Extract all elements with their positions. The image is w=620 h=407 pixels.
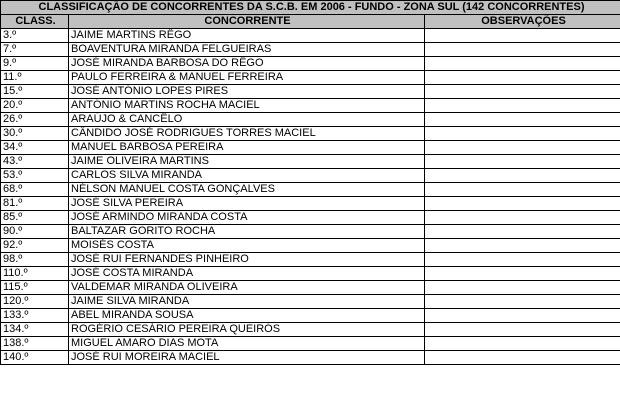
cell-competitor: ROGÉRIO CESÁRIO PEREIRA QUEIRÓS xyxy=(69,323,425,337)
table-row xyxy=(1,197,620,211)
cell-observations xyxy=(425,155,620,169)
cell-observations xyxy=(425,57,620,71)
table-body xyxy=(1,29,620,365)
cell-competitor: ABEL MIRANDA SOUSA xyxy=(69,309,425,323)
cell-class: 140.º xyxy=(1,351,69,365)
cell-observations xyxy=(425,295,620,309)
cell-observations xyxy=(425,211,620,225)
cell-competitor: JOSÉ ANTÓNIO LOPES PIRES xyxy=(69,85,425,99)
table-row xyxy=(1,43,620,57)
cell-class: 30.º xyxy=(1,127,69,141)
table-row xyxy=(1,57,620,71)
table-row xyxy=(1,295,620,309)
cell-class: 115.º xyxy=(1,281,69,295)
cell-class: 20.º xyxy=(1,99,69,113)
cell-class: 9.º xyxy=(1,57,69,71)
table-header-row xyxy=(1,15,620,29)
cell-class: 98.º xyxy=(1,253,69,267)
cell-competitor: ARAÚJO & CANCÊLO xyxy=(69,113,425,127)
cell-class: 68.º xyxy=(1,183,69,197)
cell-class: 43.º xyxy=(1,155,69,169)
column-header-observations: OBSERVAÇÕES xyxy=(425,15,620,29)
cell-observations xyxy=(425,337,620,351)
cell-observations xyxy=(425,253,620,267)
cell-observations xyxy=(425,169,620,183)
cell-observations xyxy=(425,267,620,281)
cell-class: 26.º xyxy=(1,113,69,127)
cell-class: 120.º xyxy=(1,295,69,309)
cell-observations xyxy=(425,127,620,141)
cell-competitor: NÉLSON MANUEL COSTA GONÇALVES xyxy=(69,183,425,197)
table-row xyxy=(1,29,620,43)
cell-class: 134.º xyxy=(1,323,69,337)
cell-class: 90.º xyxy=(1,225,69,239)
table-row xyxy=(1,99,620,113)
cell-class: 3.º xyxy=(1,29,69,43)
cell-observations xyxy=(425,29,620,43)
table-row xyxy=(1,211,620,225)
cell-observations xyxy=(425,281,620,295)
cell-class: 110.º xyxy=(1,267,69,281)
table-row xyxy=(1,351,620,365)
cell-competitor: CARLOS SILVA MIRANDA xyxy=(69,169,425,183)
table-row xyxy=(1,281,620,295)
cell-competitor: MOISÉS COSTA xyxy=(69,239,425,253)
table-row xyxy=(1,127,620,141)
cell-observations xyxy=(425,309,620,323)
table-row xyxy=(1,155,620,169)
cell-observations xyxy=(425,225,620,239)
cell-observations xyxy=(425,323,620,337)
cell-competitor: MIGUEL AMARO DIAS MOTA xyxy=(69,337,425,351)
column-header-class: CLASS. xyxy=(1,15,69,29)
cell-class: 81.º xyxy=(1,197,69,211)
table-row xyxy=(1,323,620,337)
cell-competitor: JOSÉ RUI FERNANDES PINHEIRO xyxy=(69,253,425,267)
table-row xyxy=(1,253,620,267)
cell-observations xyxy=(425,351,620,365)
cell-competitor: JAIME MARTINS RÊGO xyxy=(69,29,425,43)
cell-observations xyxy=(425,141,620,155)
table-row xyxy=(1,169,620,183)
cell-observations xyxy=(425,197,620,211)
cell-class: 85.º xyxy=(1,211,69,225)
cell-observations xyxy=(425,71,620,85)
cell-class: 133.º xyxy=(1,309,69,323)
cell-competitor: PAULO FERREIRA & MANUEL FERREIRA xyxy=(69,71,425,85)
cell-observations xyxy=(425,183,620,197)
cell-observations xyxy=(425,43,620,57)
table-row xyxy=(1,309,620,323)
cell-observations xyxy=(425,85,620,99)
table-row xyxy=(1,113,620,127)
cell-competitor: MANUEL BARBOSA PEREIRA xyxy=(69,141,425,155)
cell-competitor: BOAVENTURA MIRANDA FELGUEIRAS xyxy=(69,43,425,57)
cell-competitor: VALDEMAR MIRANDA OLIVEIRA xyxy=(69,281,425,295)
cell-competitor: BALTAZAR GORITO ROCHA xyxy=(69,225,425,239)
table-title-row xyxy=(1,1,620,15)
table-row xyxy=(1,239,620,253)
cell-class: 15.º xyxy=(1,85,69,99)
cell-observations xyxy=(425,99,620,113)
cell-competitor: ANTÓNIO MARTINS ROCHA MACIEL xyxy=(69,99,425,113)
table-row xyxy=(1,267,620,281)
table-title: CLASSIFICAÇÃO DE CONCORRENTES DA S.C.B. EM 2006 - FUNDO - ZONA SUL (142 CONCORRENTES) xyxy=(1,1,620,15)
cell-class: 7.º xyxy=(1,43,69,57)
cell-class: 11.º xyxy=(1,71,69,85)
cell-class: 53.º xyxy=(1,169,69,183)
column-header-name: CONCORRENTE xyxy=(69,15,425,29)
cell-class: 34.º xyxy=(1,141,69,155)
cell-competitor: JOSÉ MIRANDA BARBOSA DO RÊGO xyxy=(69,57,425,71)
cell-competitor: JAIME SILVA MIRANDA xyxy=(69,295,425,309)
table-row xyxy=(1,71,620,85)
table-row xyxy=(1,183,620,197)
table-row xyxy=(1,141,620,155)
table-row xyxy=(1,225,620,239)
cell-competitor: JOSÉ SILVA PEREIRA xyxy=(69,197,425,211)
cell-class: 92.º xyxy=(1,239,69,253)
cell-competitor: JOSÉ RUI MOREIRA MACIEL xyxy=(69,351,425,365)
table-row xyxy=(1,337,620,351)
table-row xyxy=(1,85,620,99)
cell-competitor: CÂNDIDO JOSÉ RODRIGUES TORRES MACIEL xyxy=(69,127,425,141)
cell-observations xyxy=(425,113,620,127)
cell-competitor: JOSÉ COSTA MIRANDA xyxy=(69,267,425,281)
cell-competitor: JAIME OLIVEIRA MARTINS xyxy=(69,155,425,169)
cell-observations xyxy=(425,239,620,253)
cell-class: 138.º xyxy=(1,337,69,351)
cell-competitor: JOSÉ ARMINDO MIRANDA COSTA xyxy=(69,211,425,225)
